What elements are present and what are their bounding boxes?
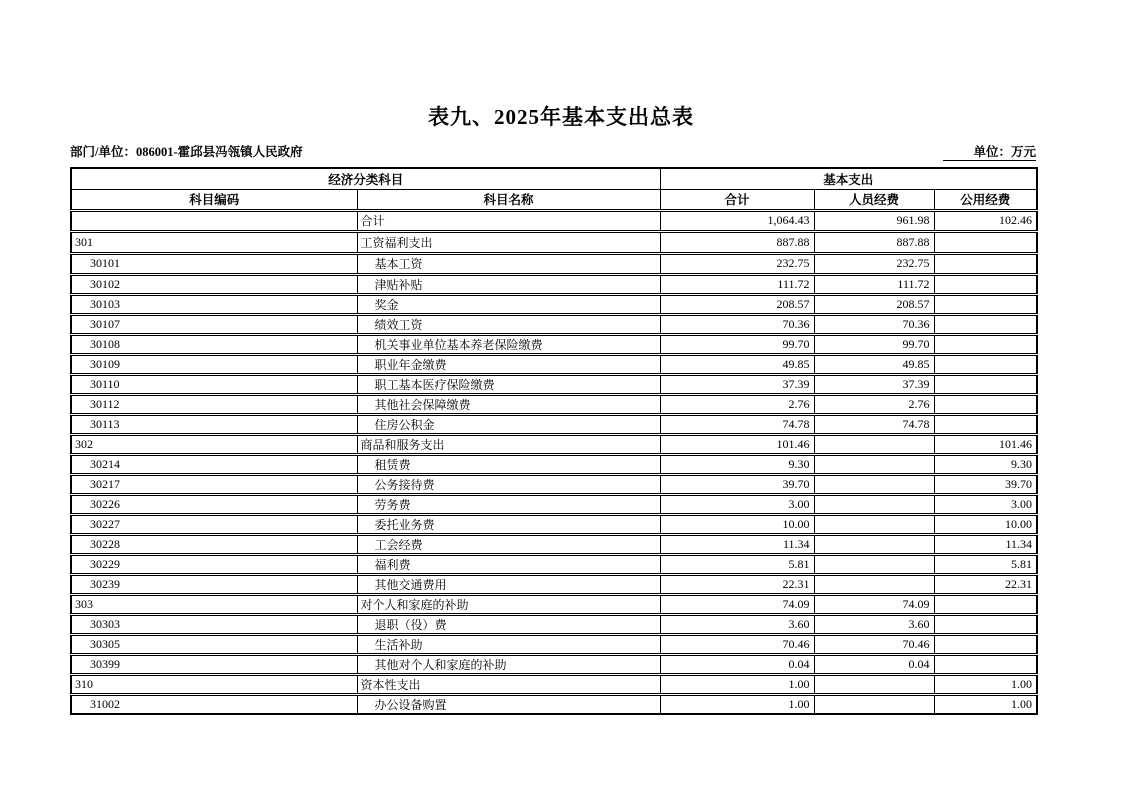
cell-public-funds xyxy=(934,414,1037,434)
cell-personnel-funds xyxy=(814,574,934,594)
cell-personnel-funds: 961.98 xyxy=(814,210,934,231)
cell-total: 11.34 xyxy=(660,534,814,554)
cell-subject-name: 绩效工资 xyxy=(357,314,660,334)
cell-public-funds xyxy=(934,654,1037,674)
cell-subject-code: 30113 xyxy=(71,414,357,434)
cell-public-funds xyxy=(934,634,1037,654)
cell-subject-name: 工会经费 xyxy=(357,534,660,554)
cell-subject-name: 劳务费 xyxy=(357,494,660,514)
cell-subject-code: 30214 xyxy=(71,454,357,474)
cell-subject-name: 职工基本医疗保险缴费 xyxy=(357,374,660,394)
cell-subject-code: 302 xyxy=(71,434,357,454)
cell-subject-name: 退职（役）费 xyxy=(357,614,660,634)
cell-public-funds xyxy=(934,614,1037,634)
cell-subject-name: 机关事业单位基本养老保险缴费 xyxy=(357,334,660,354)
cell-subject-code: 30217 xyxy=(71,474,357,494)
header-columns-row xyxy=(71,189,1037,210)
cell-subject-code: 30107 xyxy=(71,314,357,334)
cell-total: 1,064.43 xyxy=(660,210,814,231)
cell-personnel-funds xyxy=(814,554,934,574)
cell-subject-name: 生活补助 xyxy=(357,634,660,654)
table-row xyxy=(71,334,1037,354)
cell-subject-code: 30103 xyxy=(71,294,357,314)
cell-public-funds xyxy=(934,354,1037,374)
cell-subject-name: 办公设备购置 xyxy=(357,694,660,714)
cell-subject-name: 住房公积金 xyxy=(357,414,660,434)
cell-subject-code: 30112 xyxy=(71,394,357,414)
header-group-economic-classification: 经济分类科目 xyxy=(71,168,660,189)
cell-subject-name: 其他对个人和家庭的补助 xyxy=(357,654,660,674)
cell-total: 0.04 xyxy=(660,654,814,674)
table-row xyxy=(71,594,1037,614)
cell-total: 101.46 xyxy=(660,434,814,454)
table-row xyxy=(71,534,1037,554)
page-title: 表九、2025年基本支出总表 xyxy=(428,105,694,129)
cell-subject-name: 对个人和家庭的补助 xyxy=(357,594,660,614)
cell-subject-code: 30303 xyxy=(71,614,357,634)
cell-personnel-funds: 74.78 xyxy=(814,414,934,434)
cell-public-funds: 1.00 xyxy=(934,694,1037,714)
table-row xyxy=(71,414,1037,434)
cell-public-funds: 101.46 xyxy=(934,434,1037,454)
cell-personnel-funds: 70.46 xyxy=(814,634,934,654)
table-row xyxy=(71,210,1037,231)
table-row xyxy=(71,694,1037,714)
meta-line xyxy=(70,142,1036,160)
cell-subject-code: 30239 xyxy=(71,574,357,594)
cell-subject-name: 委托业务费 xyxy=(357,514,660,534)
cell-personnel-funds xyxy=(814,454,934,474)
cell-public-funds xyxy=(934,374,1037,394)
cell-personnel-funds: 887.88 xyxy=(814,231,934,253)
cell-personnel-funds xyxy=(814,474,934,494)
cell-total: 39.70 xyxy=(660,474,814,494)
cell-public-funds: 22.31 xyxy=(934,574,1037,594)
cell-total: 111.72 xyxy=(660,274,814,294)
cell-subject-name: 合计 xyxy=(357,210,660,231)
table-header xyxy=(71,168,1037,210)
cell-personnel-funds: 0.04 xyxy=(814,654,934,674)
cell-subject-code: 30108 xyxy=(71,334,357,354)
cell-public-funds: 9.30 xyxy=(934,454,1037,474)
cell-personnel-funds: 37.39 xyxy=(814,374,934,394)
cell-personnel-funds: 49.85 xyxy=(814,354,934,374)
cell-subject-name: 资本性支出 xyxy=(357,674,660,694)
cell-public-funds xyxy=(934,294,1037,314)
cell-personnel-funds xyxy=(814,434,934,454)
cell-public-funds xyxy=(934,314,1037,334)
cell-total: 9.30 xyxy=(660,454,814,474)
cell-subject-code: 301 xyxy=(71,231,357,253)
cell-total: 1.00 xyxy=(660,674,814,694)
cell-personnel-funds: 2.76 xyxy=(814,394,934,414)
cell-subject-code: 30109 xyxy=(71,354,357,374)
cell-subject-code xyxy=(71,210,357,231)
cell-public-funds xyxy=(934,274,1037,294)
table-body xyxy=(71,210,1037,714)
cell-total: 10.00 xyxy=(660,514,814,534)
currency-unit-label: 单位：万元 xyxy=(943,142,1036,161)
column-header-total: 合计 xyxy=(660,189,814,210)
cell-total: 22.31 xyxy=(660,574,814,594)
department-unit-label: 部门/单位：086001-霍邱县冯瓴镇人民政府 xyxy=(70,145,303,159)
cell-subject-code: 30305 xyxy=(71,634,357,654)
cell-total: 2.76 xyxy=(660,394,814,414)
cell-total: 37.39 xyxy=(660,374,814,394)
cell-subject-name: 福利费 xyxy=(357,554,660,574)
cell-subject-code: 30227 xyxy=(71,514,357,534)
column-header-personnel-funds: 人员经费 xyxy=(814,189,934,210)
cell-personnel-funds: 70.36 xyxy=(814,314,934,334)
cell-public-funds: 39.70 xyxy=(934,474,1037,494)
cell-personnel-funds xyxy=(814,514,934,534)
cell-subject-code: 30110 xyxy=(71,374,357,394)
table-row xyxy=(71,454,1037,474)
cell-subject-code: 310 xyxy=(71,674,357,694)
cell-personnel-funds xyxy=(814,694,934,714)
cell-subject-code: 30102 xyxy=(71,274,357,294)
table-row xyxy=(71,231,1037,253)
cell-public-funds xyxy=(934,334,1037,354)
header-group-basic-expenditure: 基本支出 xyxy=(660,168,1037,189)
table-row xyxy=(71,614,1037,634)
table-row xyxy=(71,674,1037,694)
cell-subject-code: 31002 xyxy=(71,694,357,714)
table-row xyxy=(71,574,1037,594)
table-row xyxy=(71,253,1037,274)
cell-public-funds: 1.00 xyxy=(934,674,1037,694)
basic-expenditure-table xyxy=(70,167,1038,715)
cell-public-funds xyxy=(934,231,1037,253)
cell-total: 74.78 xyxy=(660,414,814,434)
cell-personnel-funds: 111.72 xyxy=(814,274,934,294)
column-header-subject-code: 科目编码 xyxy=(71,189,357,210)
table-row xyxy=(71,354,1037,374)
cell-subject-name: 工资福利支出 xyxy=(357,231,660,253)
table-row xyxy=(71,394,1037,414)
cell-personnel-funds: 99.70 xyxy=(814,334,934,354)
table-row xyxy=(71,474,1037,494)
header-group-row xyxy=(71,168,1037,189)
cell-subject-code: 30399 xyxy=(71,654,357,674)
table-row xyxy=(71,654,1037,674)
cell-total: 74.09 xyxy=(660,594,814,614)
table-row xyxy=(71,374,1037,394)
cell-public-funds: 11.34 xyxy=(934,534,1037,554)
cell-subject-name: 职业年金缴费 xyxy=(357,354,660,374)
cell-subject-name: 租赁费 xyxy=(357,454,660,474)
cell-subject-code: 30226 xyxy=(71,494,357,514)
cell-personnel-funds: 232.75 xyxy=(814,253,934,274)
cell-personnel-funds xyxy=(814,494,934,514)
table-row xyxy=(71,294,1037,314)
cell-subject-name: 其他交通费用 xyxy=(357,574,660,594)
cell-subject-code: 303 xyxy=(71,594,357,614)
cell-personnel-funds xyxy=(814,674,934,694)
table-row xyxy=(71,434,1037,454)
cell-subject-name: 商品和服务支出 xyxy=(357,434,660,454)
cell-total: 3.60 xyxy=(660,614,814,634)
table-row xyxy=(71,554,1037,574)
cell-personnel-funds xyxy=(814,534,934,554)
cell-total: 208.57 xyxy=(660,294,814,314)
cell-public-funds xyxy=(934,594,1037,614)
table-row xyxy=(71,634,1037,654)
cell-total: 70.36 xyxy=(660,314,814,334)
cell-personnel-funds: 74.09 xyxy=(814,594,934,614)
cell-subject-name: 基本工资 xyxy=(357,253,660,274)
cell-personnel-funds: 208.57 xyxy=(814,294,934,314)
cell-subject-name: 津贴补贴 xyxy=(357,274,660,294)
cell-total: 70.46 xyxy=(660,634,814,654)
cell-subject-code: 30229 xyxy=(71,554,357,574)
cell-subject-code: 30228 xyxy=(71,534,357,554)
cell-subject-code: 30101 xyxy=(71,253,357,274)
column-header-public-funds: 公用经费 xyxy=(934,189,1037,210)
cell-public-funds: 5.81 xyxy=(934,554,1037,574)
cell-total: 3.00 xyxy=(660,494,814,514)
cell-public-funds: 10.00 xyxy=(934,514,1037,534)
cell-subject-name: 公务接待费 xyxy=(357,474,660,494)
cell-total: 49.85 xyxy=(660,354,814,374)
cell-subject-name: 奖金 xyxy=(357,294,660,314)
cell-public-funds xyxy=(934,394,1037,414)
table-row xyxy=(71,494,1037,514)
cell-total: 232.75 xyxy=(660,253,814,274)
cell-total: 5.81 xyxy=(660,554,814,574)
cell-subject-name: 其他社会保障缴费 xyxy=(357,394,660,414)
cell-total: 99.70 xyxy=(660,334,814,354)
table-row xyxy=(71,314,1037,334)
cell-personnel-funds: 3.60 xyxy=(814,614,934,634)
table-row xyxy=(71,514,1037,534)
table-row xyxy=(71,274,1037,294)
column-header-subject-name: 科目名称 xyxy=(357,189,660,210)
cell-public-funds: 3.00 xyxy=(934,494,1037,514)
cell-public-funds xyxy=(934,253,1037,274)
cell-total: 887.88 xyxy=(660,231,814,253)
cell-total: 1.00 xyxy=(660,694,814,714)
cell-public-funds: 102.46 xyxy=(934,210,1037,231)
